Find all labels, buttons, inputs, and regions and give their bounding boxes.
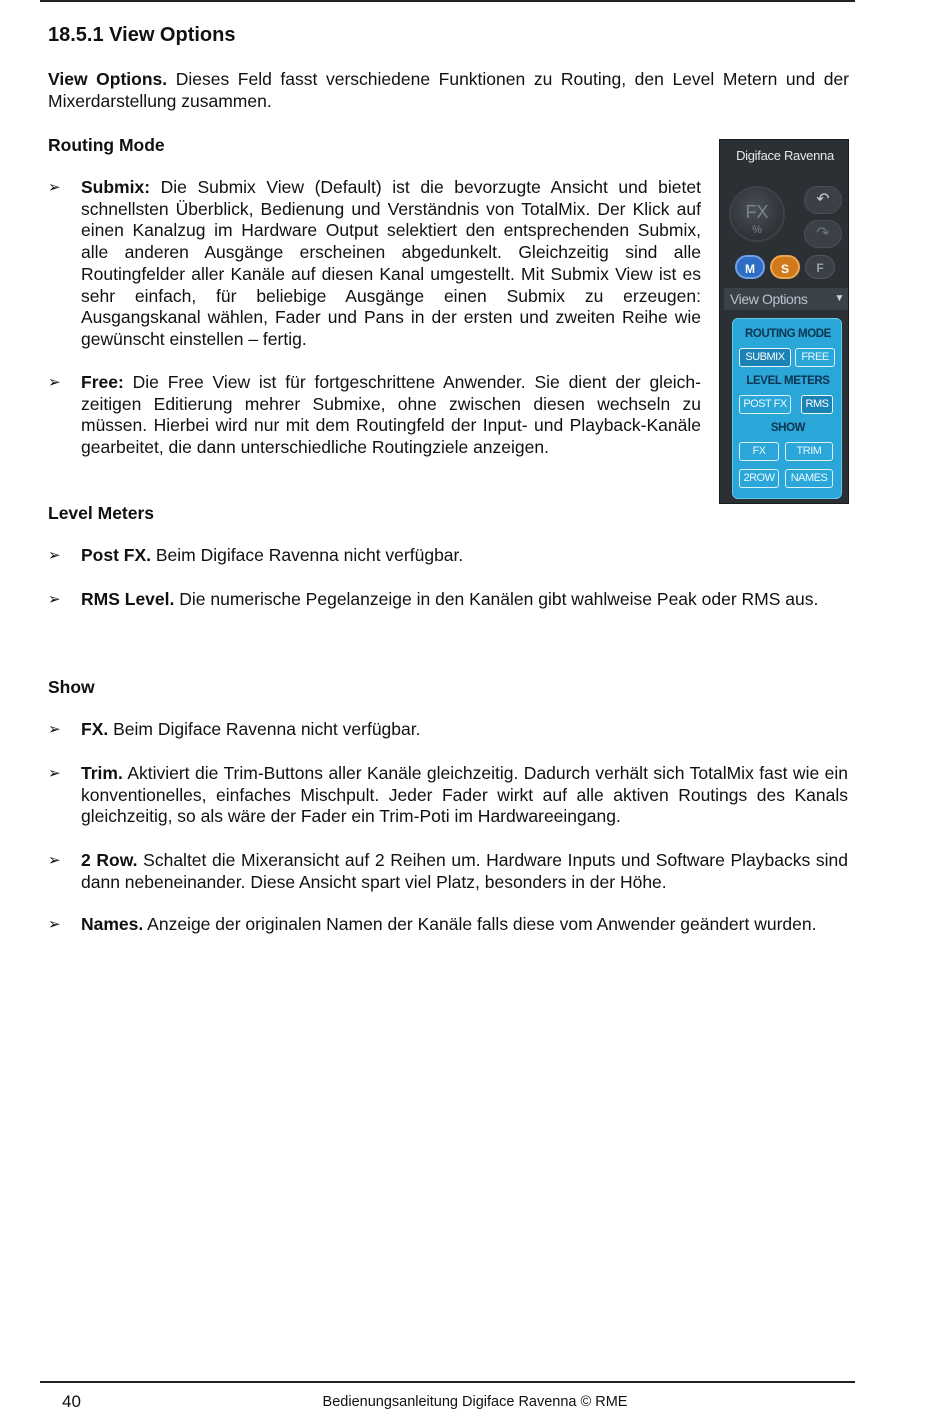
- rms-button[interactable]: RMS: [801, 395, 833, 414]
- redo-icon: ↷: [816, 225, 830, 242]
- footer-rule: [40, 1381, 855, 1383]
- level-meters-heading: Level Meters: [48, 503, 155, 523]
- item-label: Post FX.: [81, 545, 152, 565]
- panel-title: Digiface Ravenna: [736, 148, 834, 163]
- item-text: Die numerische Pegelanzeige in den Kanälen gibt wahlweise Peak oder RMS aus.: [174, 589, 819, 609]
- page-number: 40: [62, 1392, 81, 1411]
- totalmix-view-options-panel: [719, 139, 849, 504]
- undo-button[interactable]: [804, 186, 842, 214]
- item-label: 2 Row.: [81, 850, 138, 870]
- item-text: Anzeige der originalen Namen der Kanäle falls diese vom Anwender geändert wurden.: [143, 914, 817, 934]
- chevron-down-icon: ▼: [834, 293, 844, 304]
- routing-mode-label: ROUTING MODE: [745, 328, 831, 340]
- bullet-arrow-icon: ➢: [48, 852, 61, 869]
- intro-text: Dieses Feld fasst verschiedene Funktionen zu Routing, den Level Metern und der Mixerdarstellung zusammen.: [48, 69, 850, 111]
- item-text: Beim Digiface Ravenna nicht verfügbar.: [108, 719, 421, 739]
- show-heading: Show: [48, 677, 95, 697]
- percent-label: %: [752, 224, 762, 236]
- fx-knob[interactable]: [729, 186, 785, 242]
- redo-button[interactable]: [804, 220, 842, 248]
- view-options-label: View Options: [730, 291, 808, 307]
- show-label: SHOW: [770, 422, 806, 434]
- undo-icon: ↶: [816, 191, 830, 208]
- section-heading: 18.5.1 View Options: [48, 24, 236, 46]
- two-row-button[interactable]: 2ROW: [739, 469, 779, 488]
- bullet-arrow-icon: ➢: [48, 591, 61, 608]
- footer-text: Bedienungsanleitung Digiface Ravenna © RME: [322, 1394, 628, 1410]
- fx-knob-label: FX: [745, 202, 769, 222]
- mute-button[interactable]: M: [735, 255, 765, 279]
- routing-mode-heading: Routing Mode: [48, 135, 165, 155]
- item-label: RMS Level.: [81, 589, 175, 609]
- item-text: Die Free View ist für fortgeschrittene Anwender. Sie dient der gleichzeitigen Editierung mehrer Submixe, ohne zwischen diesen wechseln zu müssen. Hierbei wird nur mit dem Routingfeld der Input- und Playback-Kanäle gearbeitet, die dann unterschiedliche Routingziele anzeigen.: [81, 372, 701, 458]
- free-button[interactable]: FREE: [795, 348, 835, 367]
- bullet-arrow-icon: ➢: [48, 179, 61, 196]
- fx-button[interactable]: FX: [739, 442, 779, 461]
- view-options-box: [732, 318, 842, 499]
- top-rule: [40, 0, 855, 2]
- bullet-arrow-icon: ➢: [48, 765, 61, 782]
- bullet-arrow-icon: ➢: [48, 721, 61, 738]
- item-text: Schaltet die Mixeransicht auf 2 Reihen um. Hardware Inputs und Software Playbacks sind dann nebeneinander. Diese Ansicht spart viel Platz, besonders in der Höhe.: [81, 850, 849, 892]
- item-label: Free:: [81, 372, 124, 392]
- item-text: Aktiviert die Trim-Buttons aller Kanäle gleichzeitig. Dadurch verhält sich TotalMix fast wie ein konventionelles, einfaches Mischpult. Jeder Fader wirkt auf alle aktiven Routings des Kanals gleichzeitig, so als wäre der Fader ein Trim-Poti im Hardwareeingang.: [81, 763, 848, 827]
- item-label: Names.: [81, 914, 144, 934]
- fader-button[interactable]: F: [805, 255, 835, 279]
- item-text: Beim Digiface Ravenna nicht verfügbar.: [151, 545, 464, 565]
- item-label: Submix:: [81, 177, 151, 197]
- names-button[interactable]: NAMES: [785, 469, 833, 488]
- intro-label: View Options.: [48, 69, 168, 89]
- intro-paragraph: [48, 69, 849, 112]
- view-options-header[interactable]: [724, 288, 848, 310]
- bullet-arrow-icon: ➢: [48, 374, 61, 391]
- item-text: Die Submix View (Default) ist die bevorzugte Ansicht und bietet schnellsten Überblick, Bedienung und Verständnis von TotalMix. Der Klick auf einen Kanalzug im Hardware Output selektiert den entsprechenden Submix, alle anderen Ausgänge erscheinen abgedunkelt. Gleichzeitig sind alle Routingfelder aller Kanäle auf diesen Kanal umgestellt. Mit Submix View ist es sehr einfach, für beliebige Ausgänge einen Submix zu erzeugen: Ausgangskanal wählen, Fader und Pans in der ersten und zweiten Reihe wie gewünscht einstellen – fertig.: [81, 177, 701, 349]
- trim-button[interactable]: TRIM: [785, 442, 833, 461]
- bullet-arrow-icon: ➢: [48, 916, 61, 933]
- level-meters-label: LEVEL METERS: [746, 375, 830, 387]
- bullet-arrow-icon: ➢: [48, 547, 61, 564]
- item-label: FX.: [81, 719, 109, 739]
- solo-button[interactable]: S: [770, 255, 800, 279]
- post-fx-button[interactable]: POST FX: [739, 395, 791, 414]
- item-label: Trim.: [81, 763, 123, 783]
- submix-button[interactable]: SUBMIX: [739, 348, 791, 367]
